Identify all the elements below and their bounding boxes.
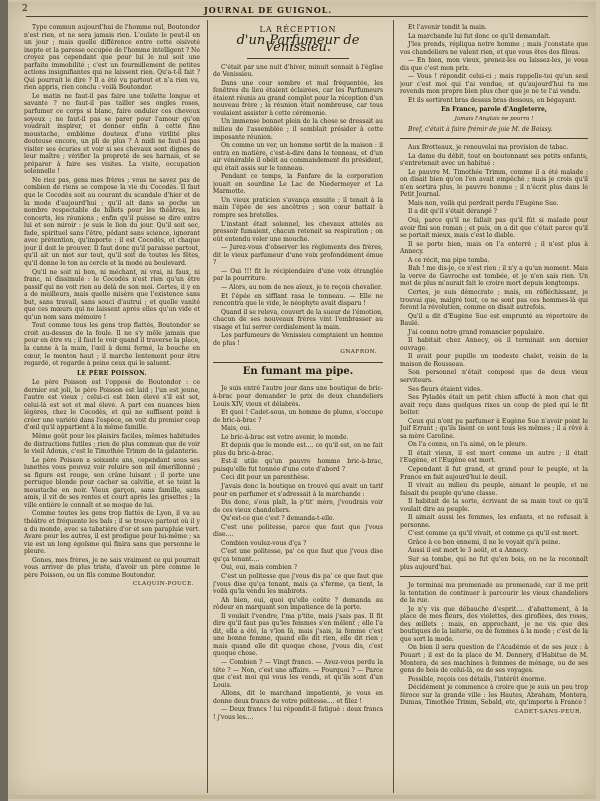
column-right — [400, 24, 588, 795]
article-paragraph: — Alors, au nom de nos aïeux, je te reçois chevalier. — [221, 283, 383, 291]
section-heading: LE PÈRE POISSON. — [77, 369, 147, 377]
article-paragraph: — En bien, mon vieux, prenez-les ou laissez-les, je vous dis que c'est mon prix. — [400, 57, 588, 72]
article-paragraph: C'est comme ça qu'il vivait, et comme ça qu'il est mort. — [408, 530, 580, 538]
article-paragraph: Gones, mes frères, je ne sais vraiment ce qui pourrait vous arriver de plus triste, d'avoir un père comme le père Poisson, ou un fils comme Boutondor. — [24, 556, 200, 579]
page-bottom-edge — [8, 795, 596, 799]
article-paragraph: Il était vieux, il est mort comme un autre ; il était l'Eugène, et l'Eugène est mort. — [400, 449, 588, 465]
article-paragraph: La dame du débit, tout en boutonnant ses petits enfants, s'entretenait avec un habitué : — [400, 152, 588, 168]
article-paragraph: Oui, parce qu'il ne fallait pas qu'il fût si malade pour avoir fini son roman ; et puis, on a dit que c'était parce qu'il se portait mieux, mais c'est le diable. — [400, 217, 588, 240]
section-rule — [400, 138, 588, 139]
article-paragraph: Tout comme tous les gens trop flattés, Boutondor se croit au-dessus de la foule. Il ne s'y mêle jamais que pour en être vu ; il faut le voir quand il traverse la place, la canne à la main, l'œil à demi fermé, la bouche en cœur, le menton haut ; il marche lentement pour être regardé, et regarde à peine ceux qui le saluent. — [24, 322, 200, 368]
article-title-small: LA RÉCEPTION — [259, 25, 337, 34]
article-paragraph: Dis donc, s'ous plaît, la p'tit' mère, j'voudrais voir de ces vieux chandeliers. — [213, 499, 383, 514]
article-paragraph: — Combien ? — Vingt francs. — Avez-vous perdu la tête ? — Non, c'est une affaire. — Pourquoi ? — Parce que c'est moi qui vous les vends, et qu'ils sont d'un Louis. — [213, 659, 383, 689]
article-paragraph: Ses Pyladès était un petit chien affecté à mon chat qui avait reçu dans quelques rixes un coup de pied qui le fit boiter. — [400, 394, 588, 417]
article-paragraph: A ce récit, ma pipe tomba. — [408, 256, 490, 264]
article-paragraph: On comme un ver, un homme sortit de la maison : il entra en matière, c'est-à-dire dans le tonneau, et d'un air vénérable il obéit au commandement du président, qui était assis sur le tonneau. — [213, 142, 383, 172]
article-paragraph: Il a dit qu'il s'était dérangé ? — [408, 208, 497, 216]
verse-line: En France, parole d'Angleterre, — [441, 106, 547, 114]
article-paragraph: Le matin ne faut-il pas faire une toilette longue et savante ? ne faut-il pas tailler ses ongles roses, parfumer ce corps si blanc, faire onduler ces cheveux soyeux ; ne faut-il pas se parer pour l'amour qu'on voudrait inspirer, et donner enfin à cette fine moustache, emblème douteux d'une virilité plus douteuse encore, un pli de plus ? A midi ne faut-il pas visiter ses écuries et voir si ses chevaux sont dignes de leur maître ; vérifier la propreté de ses harnais, et se préparer à faire ses visites. La visite, occupation solennelle ! — [24, 92, 200, 176]
article-paragraph: Il avait pour pupille un modeste chalet, voisin de la maison de Rousseau. — [400, 353, 588, 368]
article-paragraph: Combien voulez-vous d'ça ? — [221, 539, 307, 547]
running-title: JOURNAL DE GUIGNOL. — [204, 5, 333, 15]
article-paragraph: Ceux qui n'ont pu parfumer à Eugène Sue n'avoir point le Juif Errant ; qu'ils lisent ce sont tous les mêmes ; il a rêvé à sa mère Caroline. — [400, 417, 588, 440]
article-paragraph: Un immense bonnet plein de la chose se dressait au milieu de l'assemblée ; il semblait présider à cette imposante réunion. — [213, 118, 383, 141]
article-paragraph: Pendant ce temps, la Fanfare de la corporation jouait en sourdine Le Lac de Niedermeyer et La Marmotte. — [213, 173, 383, 196]
article-paragraph: C'est un politesse que j'vous dis pa' ce que faut que j'vous dise qu'ça tenant, mais ça s'ferme, ça tient, la voilà qu'la vendu les mabirots. — [213, 573, 383, 596]
article-paragraph: Certes, je suis démocrate ; mais, en réfléchissant, je trouvai que, malgré tout, ce ne sont pas ces hommes-là qui feront la révolution, comme on disait autrefois. — [400, 288, 588, 312]
article-paragraph: Il voulait l'vendre, l'ma p'tite, mais j'sais pas. Il fit dire qu'il faut pas qu'les femmes s'en mêlent ; elle l'a dit, elle a été, la v'lon là, mais j'sais, la femme c'est une bonne femme, quand elle dit rien, elle dit rien ; mais quand elle dit quoque chose, j'vous dis, c'est quoque chose. — [213, 612, 383, 658]
article-paragraph: Je n'y vis que débauche d'esprit.... d'abattement, à la place de mes fleurs, des violettes, des giroflées, des roses, des œillets ; mais, en approchant, je ne vis que des boutiques de la laiterie, ou de femmes à la mode ; c'est de la que sort la mode. — [400, 605, 588, 643]
article-paragraph: Son personnel n'était composé que de deux vieux serviteurs. — [400, 369, 588, 384]
article-paragraph: Sur sa tombe, qui ne fut qu'en bois, on ne la reconnaît plus aujourd'hui. — [400, 556, 588, 571]
article-paragraph: Aux Brotteaux, je renouvelai ma provision de tabac. — [408, 144, 569, 152]
article-paragraph: Le père Poisson a soixante ans, cependant sous ses lunettes vous pouvez voir reluire son œil émerillonné ; sa figure est rouge, son crâne luisant ; il porte une perruque blonde pour cacher sa calvitie, et se teint la moustache en noir. Vieux garçon, sans famille, sans amis, il vit de ses rentes et court après les grisettes ; la ville entière le connaît et se moque de lui. — [24, 456, 200, 509]
article-paragraph: On l'a connu, on l'a aimé, on le pleure. — [408, 441, 528, 449]
author-signature: CLAQUIN-POUCE. — [132, 581, 194, 588]
article-paragraph: Et l'épée en sifflant rasa le tonneau. — Elle ne rencontra que le vide, le néophyte avait disparu ! — [213, 292, 383, 308]
article-paragraph: — Vous ! répondit celui-ci ; mais rappelle-toi qu'un seul jour c'est moi qui t'ai vendue, et qu'aujourd'hui tu me revends mon propre bien plus cher que je ne te l'ai vendu. — [400, 73, 588, 96]
article-paragraph: Il vivait au milieu du peuple, aimant le peuple, et ne faisait du peuple qu'une classe. — [400, 482, 588, 497]
article-paragraph: Le pauvre M. Timothée Trimm, comme il a été malade ; on disait bien qu'on l'en avait empêché ; mais je crois qu'il n'en sortira plus, le pauvre homme ; il n'écrit plus dans le Petit Journal. — [400, 168, 588, 199]
binding-gutter — [0, 0, 8, 801]
article-paragraph: Ne riez pas, gens mes frères ; vous ne savez pas de combien de riens se compose la vie du Cocodès. Il faut que le Cocodès soit au courant du scandale d'hier et de la mode d'aujourd'hui ; qu'il ait dans sa poche un nombre respectable de billets pour les théâtres, les concerts, les réunions ; enfin qu'il puisse se dire entre lui et son miroir : je suis le lion du jour. Qu'il soit sec, fade, spirituel sans l'être, pédant sans science, ignorant avec prétention, qu'importe : il est Cocodès, et chaque jour il doit le prouver. Il faut donc qu'il paraisse partout, qu'il ait un mot sur tout, qu'il soit de toutes les fêtes, qu'il donne le ton au cercle et la mode au boulevard. — [24, 176, 200, 267]
article-paragraph: La marchande lui fut donc ce qu'il demandait. — [408, 32, 551, 40]
article-paragraph: Le bric-à-brac est votre avenir, le monde. — [221, 433, 349, 441]
article-paragraph: L'instant était solennel, les chevaux attelés au pressoir fumaient, chacun retenait sa respiration ; on eût entendu voler une mouche. — [213, 220, 383, 243]
article-paragraph: Ah bien, oui, quoi qu'elle coûte ? demanda au rôdeur en marquant son impatience de la porte. — [213, 596, 383, 612]
article-paragraph: C'est une politesse, pa' ce que faut que j'vous dise qu'ça tenant.... — [213, 548, 383, 563]
article-paragraph: C'est une politesse, parce que faut que j'vous dise.... — [213, 523, 383, 539]
article-paragraph: — Deux francs ! lui répondit-il fatigué : deux francs ! j'vous les.... — [213, 706, 383, 721]
article-paragraph: Bref, c'était à faire frémir de joie M. de Boissy. — [408, 125, 553, 133]
article-paragraph: Je terminai ma promenade au promenade, car il me prit la tentation de continuer à parcourir les vieux chandeliers de la rue. — [400, 582, 588, 605]
article-paragraph: Mais non, voilà qui perdrait perdu l'Eugène Sue. — [408, 199, 559, 207]
author-signature: CADET-SANS-PEUR. — [514, 708, 582, 715]
section-rule — [213, 362, 383, 363]
article-paragraph: Il habitait de la sorte, écrivant de sa main tout ce qu'il voulait dire au peuple. — [400, 498, 588, 513]
column-left — [24, 24, 200, 795]
article-paragraph: Allons, dit le marchand impatienté, je vous en donne deux francs de votre politesse.... et filez ! — [213, 690, 383, 705]
article-paragraph: Mais, oui. — [221, 425, 252, 433]
article-paragraph: Et depuis que le monde est.... ce qu'il est, on ne fait plus du bric-à-brac. — [213, 442, 383, 457]
article-paragraph: C'était par une nuit d'hiver, minuit sonnait à l'église de Venissieu. — [213, 63, 383, 79]
article-paragraph: Quand il se releva, couvert de la sueur de l'émotion, chacun de ses nouveaux frères vint l'embrasser au visage et lui serrer cordialement la main. — [213, 308, 383, 331]
article-paragraph: Et ils sortirent bras dessus bras dessous, en bégayant. — [408, 96, 577, 104]
article-paragraph: Et l'avenir tendit la main. — [408, 24, 487, 31]
article-title — [213, 25, 383, 56]
article-paragraph: Les parfumeurs de Venissieu comptaient un homme de plus ! — [213, 332, 383, 347]
title-rule — [247, 58, 349, 59]
article-paragraph: On bien il sera question de l'Académie et de ses jeux : à Pouart ; il est de la place de M. Dennery, d'Habitue de M. Montera, de ses machines à femmes de ménage, ou de ses gens de bois de celui-là, ou de ses voyages. — [400, 644, 588, 675]
article-paragraph: Ses fleurs étaient vides. — [408, 385, 482, 393]
article-paragraph: Décidément je commence à croire que je suis un peu trop féroce sur la grande ville : les Hautes, Abraham, Montera, Dumas, Timothée Trimm, Sebald, etc, qu'importe à France ! — [400, 684, 588, 707]
article-paragraph: Un vieux praticien s'avança ensuite ; il tenait à la main l'épée de ses ancêtres ; son cœur battait à rompre ses bretelles. — [213, 196, 383, 220]
article-paragraph: Il aimait aussi les femmes, les enfants, et ne refusait à personne. — [400, 514, 588, 529]
article-paragraph: Ceci dit pour un parenthèse. — [221, 474, 310, 482]
article-title-large: d'un Parfumeur de Venissieu. — [236, 32, 360, 56]
article-paragraph: Cependant il fut grand, et grand pour le peuple, et la France en fait aujourd'hui le deuil. — [400, 465, 588, 481]
article-paragraph: — Jurez-vous d'observer les règlements des frères, dit le vieux parfumeur d'une voix profondément émue ? — [213, 244, 383, 267]
header-rule — [26, 16, 588, 17]
article-paragraph: J'les prends, répliqua notre homme ; mais j'constate que vos chandeliers ne valent rien, et que vous êtes des filous. — [400, 41, 588, 56]
article-paragraph: Comme toutes les gens trop flattés de Lyon, il va au théâtre et fréquente les bals ; il se trouve partout où il y a du monde, avec sa tabatière d'or et son parapluie vert. Avare pour les autres, il est prodigue pour lui-même ; sa vie est un long égoïsme qui finira sans que personne le pleure. — [24, 510, 200, 556]
article-paragraph: Et quoi ! Cadet-sous, un homme de plume, s'occupe de bric-à-brac ? — [213, 409, 383, 424]
article-paragraph: Est-il utile qu'un pauvre homme bric-à-brac, puisqu'elle fut tonnée d'une cote d'abord ? — [213, 458, 383, 473]
article-paragraph: Il habitait chez Annecy, où il terminait son dernier ouvrage. — [400, 337, 588, 352]
article-subtitle: En fumant ma pipe. — [242, 365, 354, 377]
article-paragraph: Aussi il est mort le 3 août, et a Annecy. — [408, 547, 529, 555]
article-paragraph: — Oui !!! fit le récipiendaire d'une voix étranglée par la pourriture. — [213, 267, 383, 283]
column-divider-2 — [393, 20, 394, 793]
subtitle-rule — [264, 379, 332, 380]
article-paragraph: Il se porte bien, mais on l'a enterré ; il n'est plus à Annecy. — [400, 240, 588, 256]
article-paragraph: Qu'est-ce que c'est ? demanda-t-elle. — [221, 515, 335, 523]
newspaper-page — [8, 2, 596, 799]
article-paragraph: Bah ! me dis-je, ce n'est rien ; il n'y a qu'un moment. Mais la verve de Gavroche est tombée, et je n'en sais rien. Un mot de plus m'aurait fait le croire mort depuis longtemps. — [400, 265, 588, 288]
article-paragraph: J'avais donc la boutique en trouvé qui avait un tarif pour en parfumer et s'adressait à la marchande : — [213, 482, 383, 498]
author-signature: GNAFRON. — [340, 349, 377, 356]
verse-line-italic: Jamais l'Anglais ne pourra ! — [454, 116, 534, 123]
article-paragraph: Type commun aujourd'hui de l'homme nul, Boutondor n'est rien, et ne sera jamais rien. L'ouïste le peut-il en un jour ; mais quelle différence entre cette oisiveté inepte et la paresse occupée de l'homme intelligent ? Ne croyez pas cependant que pour lui le nul soit une parfaite immobilité ; c'est un fourmillement de petites actions insignifiantes qui ne laissent rien. Qu'a-t-il fait ? Qui pourrait le dire ? Il a été vu partout et n'a rien vu, rien appris, rien conclu : voilà Boutondor. — [24, 24, 200, 92]
article-paragraph: Possible, reçois ces détails, l'intérêt énorme. — [408, 675, 547, 683]
article-paragraph: Qu'il ne soit ni bon, ni méchant, ni vrai, ni faux, ni franc, ni dissimulé : le Cocodès n'est rien qu'un être passif qui ne voit rien au delà de son moi. Certes, il y en a de meilleurs, mais quelle misère que l'existence sans but, sans travail, sans souci d'autrui ; et quelle vanité que ces mœurs qui ne laissent après elles qu'un vide et qu'un nom sans mémoire ! — [24, 268, 200, 321]
page-number: 2 — [22, 4, 28, 14]
article-paragraph: Même goût pour les plaisirs faciles, mêmes habitudes de distractions futiles ; rien de plus commun que de voir le vieil Adonis, c'est le Timothée Trimm de la galanterie. — [24, 432, 200, 456]
section-rule — [400, 576, 588, 577]
article-paragraph: Le père Poisson est l'opposé de Boutondor : ce dernier est joli, le père Poisson est laid ; l'un est jeune, l'autre est vieux ; celui-ci est bien élevé s'il est sot, celui-là est sot et mal élevé. A part ces nuances bien légères, chez le Cocodès, et qui ne suffisent point à créer une variété dans l'espèce, on voit du premier coup d'œil qu'il appartient à la même famille. — [24, 379, 200, 432]
article-paragraph: Grâce à ce bon ennemi, il ne le voyait qu'à peine. — [408, 538, 561, 546]
column-divider-1 — [207, 20, 208, 793]
article-paragraph: Dans une cour sombre et mal fréquentée, les fenêtres du lieu étaient éclairées, car les Parfumeurs étaient réunis au grand complet pour la réception d'un nouveau frère ; la réunion était nombreuse, car tous voulaient assister à cette cérémonie. — [213, 79, 383, 117]
article-paragraph: Qu'il a dit d'Eugène Sue est emprunté au répertoire de Baulé. — [400, 312, 588, 328]
column-middle — [213, 24, 383, 795]
article-paragraph: Oui, oui, mais combien ? — [221, 564, 298, 572]
article-paragraph: Je suis entré l'autre jour dans une boutique de bric-à-brac pour demander le prix de deux chandeliers Louis XIV, vieux et délabrés. — [213, 385, 383, 408]
article-paragraph: J'ai connu notre grand romancier populaire. — [408, 328, 545, 336]
